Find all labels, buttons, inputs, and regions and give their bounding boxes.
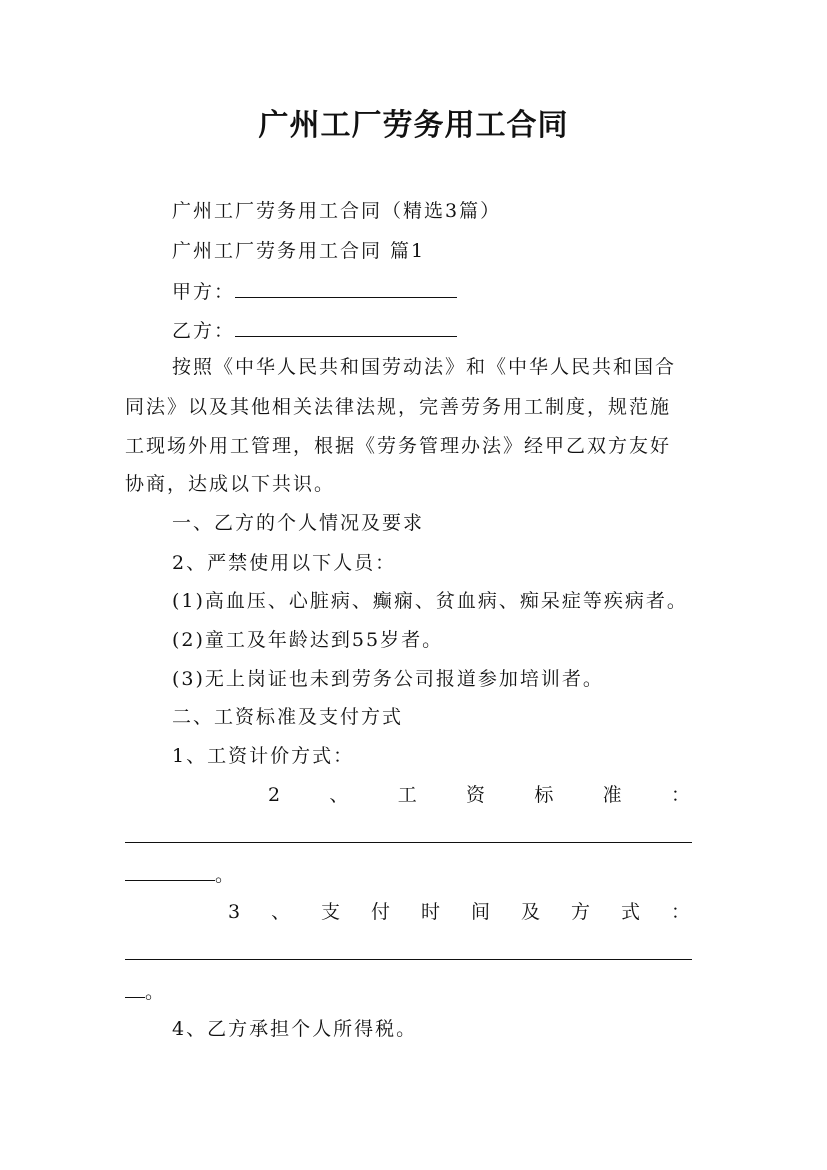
party-b-blank — [235, 314, 457, 337]
wage2-char: 准 — [602, 784, 622, 806]
pay3-char: 及 — [520, 901, 540, 923]
pay3-char: 支 — [321, 901, 341, 923]
party-b-line — [172, 314, 457, 346]
para1-line3: 工现场外用工管理，根据《劳务管理办法》经甲乙双方友好 — [125, 435, 672, 457]
pay3-char: 3 — [228, 901, 241, 923]
wage-standard-blank-short — [125, 858, 215, 881]
pay3-char: 式 — [620, 901, 640, 923]
pay-method-blank-end — [125, 975, 166, 1007]
subtitle: 广州工厂劳务用工合同（精选3篇） — [172, 200, 502, 222]
wage2-char: 标 — [534, 784, 554, 806]
sub-item-1: (1)高血压、心脏病、癫痫、贫血病、痴呆症等疾病者。 — [172, 590, 688, 612]
tax-item-4: 4、乙方承担个人所得税。 — [172, 1018, 418, 1040]
wage2-char: 、 — [329, 784, 349, 806]
wage-item-1: 1、工资计价方式： — [172, 745, 355, 767]
pay3-period: 。 — [145, 981, 167, 1003]
wage-standard-blank-end — [125, 858, 236, 890]
pay3-char: 间 — [471, 901, 491, 923]
pay3-char: 时 — [421, 901, 441, 923]
para1-line2: 同法》以及其他相关法律法规，完善劳务用工制度，规范施 — [125, 396, 672, 418]
party-a-line — [172, 275, 457, 307]
section-two-heading: 二、工资标准及支付方式 — [172, 706, 404, 728]
para1-line1: 按照《中华人民共和国劳动法》和《中华人民共和国合 — [172, 356, 677, 378]
sub-item-2: (2)童工及年龄达到55岁者。 — [172, 629, 444, 651]
pay-item-3 — [228, 897, 690, 927]
pay-method-blank-line — [125, 958, 692, 960]
wage2-char: 2 — [268, 784, 281, 806]
wage-standard-blank-line — [125, 841, 692, 843]
pay-method-blank-short — [125, 975, 145, 998]
pay3-char: 方 — [570, 901, 590, 923]
section-one-heading: 一、乙方的个人情况及要求 — [172, 512, 425, 534]
document-title: 广州工厂劳务用工合同 — [258, 108, 569, 143]
sub-item-3: (3)无上岗证也未到劳务公司报道参加培训者。 — [172, 668, 604, 690]
party-b-label: 乙方： — [172, 320, 236, 342]
pay3-char: 付 — [371, 901, 391, 923]
wage2-char: 资 — [466, 784, 486, 806]
pay3-char: 、 — [271, 901, 291, 923]
party-a-label: 甲方： — [172, 281, 236, 303]
wage2-char: ： — [670, 784, 690, 806]
wage2-char: 工 — [397, 784, 417, 806]
part-heading: 广州工厂劳务用工合同 篇1 — [172, 240, 426, 262]
item-two: 2、严禁使用以下人员： — [172, 552, 397, 574]
wage-item-2 — [268, 780, 690, 810]
para1-line4: 协商，达成以下共识。 — [125, 473, 336, 495]
pay3-char: ： — [670, 901, 690, 923]
party-a-blank — [235, 275, 457, 298]
wage2-period: 。 — [215, 864, 237, 886]
